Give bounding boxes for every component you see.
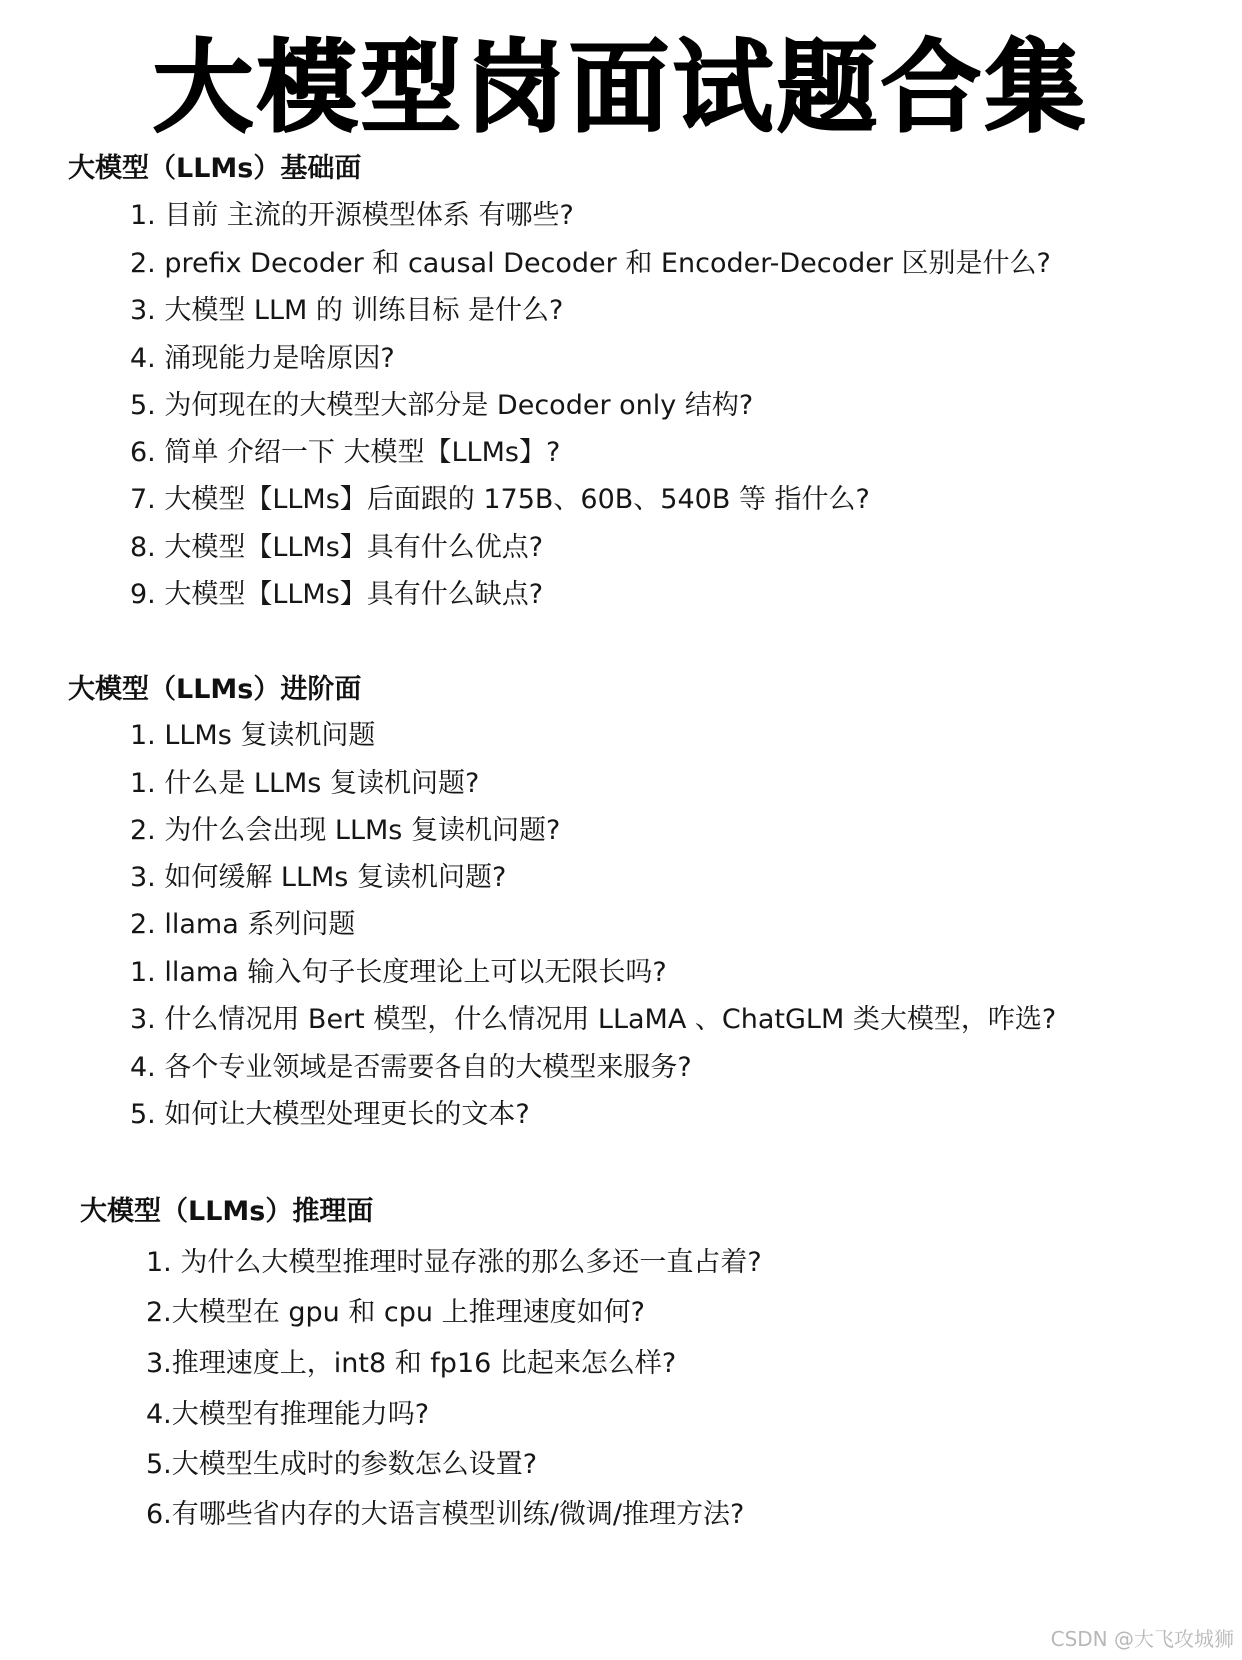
question-item: 7. 大模型【LLMs】后面跟的 175B、60B、540B 等 指什么? bbox=[130, 484, 870, 515]
question-item: 5.大模型生成时的参数怎么设置? bbox=[146, 1449, 538, 1480]
question-item: 1. 为什么大模型推理时显存涨的那么多还一直占着? bbox=[146, 1247, 762, 1278]
question-item: 2.大模型在 gpu 和 cpu 上推理速度如何? bbox=[146, 1297, 645, 1328]
question-item: 3. 什么情况用 Bert 模型，什么情况用 LLaMA 、ChatGLM 类大模型，咋选? bbox=[130, 1004, 1057, 1035]
question-item: 6. 简单 介绍一下 大模型【LLMs】? bbox=[130, 437, 561, 468]
question-item: 1. llama 输入句子长度理论上可以无限长吗? bbox=[130, 957, 667, 988]
page-title: 大模型岗面试题合集 bbox=[153, 29, 1089, 146]
question-item: 4. 各个专业领域是否需要各自的大模型来服务? bbox=[130, 1052, 692, 1083]
question-item: 2. llama 系列问题 bbox=[130, 909, 356, 940]
section-heading: 大模型（LLMs）推理面 bbox=[80, 1196, 374, 1227]
question-item: 2. 为什么会出现 LLMs 复读机问题? bbox=[130, 815, 561, 846]
question-item: 1. LLMs 复读机问题 bbox=[130, 720, 376, 751]
question-item: 5. 如何让大模型处理更长的文本? bbox=[130, 1099, 530, 1130]
question-item: 4.大模型有推理能力吗? bbox=[146, 1399, 430, 1430]
question-item: 2. prefix Decoder 和 causal Decoder 和 Encoder-Decoder 区别是什么? bbox=[130, 248, 1051, 279]
section-heading: 大模型（LLMs）进阶面 bbox=[68, 674, 362, 705]
question-item: 5. 为何现在的大模型大部分是 Decoder only 结构? bbox=[130, 390, 754, 421]
question-item: 4. 涌现能力是啥原因? bbox=[130, 343, 395, 374]
watermark: CSDN @大飞攻城狮 bbox=[1050, 1627, 1234, 1651]
question-item: 8. 大模型【LLMs】具有什么优点? bbox=[130, 532, 544, 563]
question-item: 1. 目前 主流的开源模型体系 有哪些? bbox=[130, 200, 574, 231]
question-item: 3. 如何缓解 LLMs 复读机问题? bbox=[130, 862, 507, 893]
question-item: 3. 大模型 LLM 的 训练目标 是什么? bbox=[130, 295, 564, 326]
question-item: 9. 大模型【LLMs】具有什么缺点? bbox=[130, 579, 544, 610]
question-item: 6.有哪些省内存的大语言模型训练/微调/推理方法? bbox=[146, 1499, 745, 1530]
section-heading: 大模型（LLMs）基础面 bbox=[68, 153, 362, 184]
question-item: 3.推理速度上，int8 和 fp16 比起来怎么样? bbox=[146, 1348, 677, 1379]
question-item: 1. 什么是 LLMs 复读机问题? bbox=[130, 768, 480, 799]
